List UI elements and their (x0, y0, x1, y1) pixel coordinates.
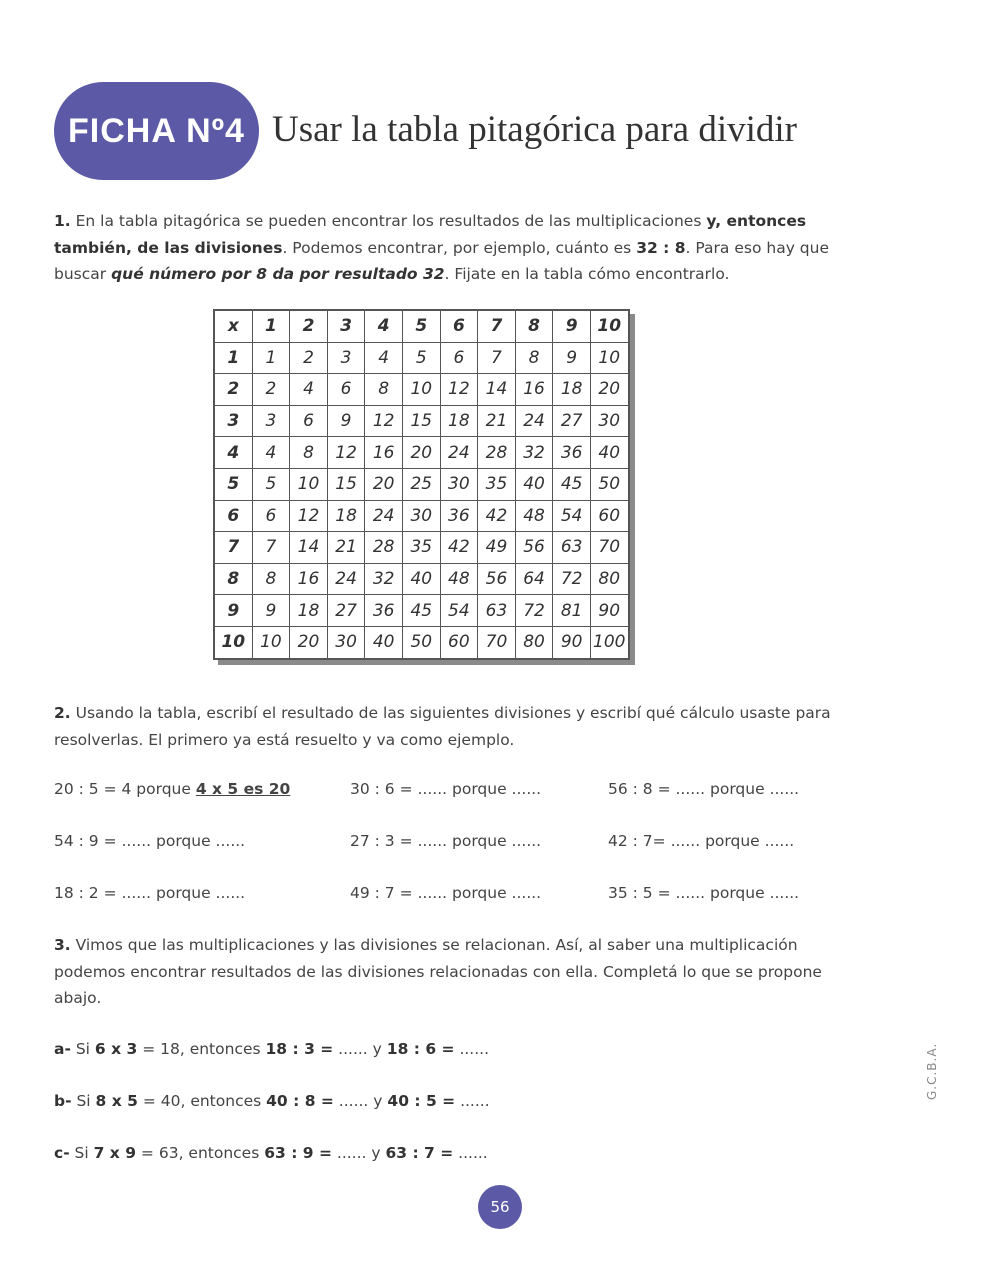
table-cell: 9 (327, 405, 365, 437)
example-answer: 4 x 5 es 20 (195, 780, 291, 798)
table-cell: 36 (440, 500, 478, 532)
table-cell: 70 (478, 626, 516, 658)
table-cell: 20 (590, 374, 628, 406)
table-header-cell: x (214, 310, 252, 342)
table-row (214, 468, 629, 500)
table-cell: 32 (365, 563, 403, 595)
table-header-cell: 7 (478, 310, 516, 342)
table-header-cell: 4 (365, 310, 403, 342)
table-cell: 90 (590, 595, 628, 627)
table-cell: 24 (515, 405, 553, 437)
table-cell: 40 (365, 626, 403, 658)
table-header-cell: 4 (214, 437, 252, 469)
table-cell: 6 (327, 374, 365, 406)
table-cell: 7 (252, 532, 290, 564)
table-header-cell: 10 (214, 626, 252, 658)
text: . Para eso hay que buscar (54, 238, 829, 283)
table-header-cell: 6 (214, 500, 252, 532)
table-cell: 48 (440, 563, 478, 595)
division-item[interactable]: 42 : 7= ...... porque ...... (608, 832, 795, 850)
table-cell: 10 (252, 626, 290, 658)
table-cell: 30 (402, 500, 440, 532)
table-cell: 72 (553, 563, 591, 595)
text: Si (71, 1092, 96, 1110)
table-cell: 27 (553, 405, 591, 437)
table-cell: 54 (440, 595, 478, 627)
table-cell: 35 (402, 532, 440, 564)
table-cell: 40 (590, 437, 628, 469)
table-cell: 18 (440, 405, 478, 437)
table-cell: 64 (515, 563, 553, 595)
text: = 18, entonces (137, 1040, 266, 1058)
division-row (0, 780, 1000, 804)
table-cell: 50 (402, 626, 440, 658)
multiplication: 6 x 3 (94, 1040, 138, 1058)
table-cell: 20 (365, 468, 403, 500)
table-cell: 16 (365, 437, 403, 469)
table-header-cell: 8 (515, 310, 553, 342)
text: Usando la tabla, escribí el resultado de las siguientes divisiones y escribí qué cálculo usaste para resolverlas. El primero ya está resuelto y va como ejemplo. (54, 704, 831, 749)
division-item[interactable]: 56 : 8 = ...... porque ...... (608, 780, 800, 798)
table-cell: 12 (365, 405, 403, 437)
division-row (0, 832, 1000, 856)
table-row (214, 342, 629, 374)
text: . Podemos encontrar, por ejemplo, cuánto es (282, 238, 637, 257)
table-cell: 30 (327, 626, 365, 658)
table-cell: 6 (290, 405, 328, 437)
table-cell: 80 (515, 626, 553, 658)
table-cell: 14 (290, 532, 328, 564)
table-cell: 40 (515, 468, 553, 500)
table-cell: 10 (590, 342, 628, 374)
table-cell: 6 (440, 342, 478, 374)
table-header-cell: 5 (214, 468, 252, 500)
table-header-cell: 8 (214, 563, 252, 595)
division: 18 : 3 = (265, 1040, 334, 1058)
division-item[interactable]: 27 : 3 = ...... porque ...... (350, 832, 542, 850)
table-cell: 12 (440, 374, 478, 406)
table-cell: 3 (327, 342, 365, 374)
table-cell: 36 (553, 437, 591, 469)
division: 40 : 8 = (266, 1092, 334, 1110)
table-row (214, 500, 629, 532)
table-row (214, 374, 629, 406)
table-header-cell: 7 (214, 532, 252, 564)
exercise-3-item-b[interactable] (54, 1092, 490, 1110)
table-header-cell: 6 (440, 310, 478, 342)
table-row (214, 310, 629, 342)
table-cell: 20 (402, 437, 440, 469)
text: = 40, entonces (137, 1092, 267, 1110)
table-cell: 27 (327, 595, 365, 627)
multiplication: 7 x 9 (93, 1144, 136, 1162)
text: = 63, entonces (136, 1144, 265, 1162)
exercise-number: 3. (54, 936, 71, 954)
text: Si (69, 1144, 94, 1162)
table-header-cell: 5 (402, 310, 440, 342)
table-cell: 63 (478, 595, 516, 627)
division: 63 : 7 = (385, 1144, 454, 1162)
blank: ...... (454, 1040, 490, 1058)
table-cell: 2 (290, 342, 328, 374)
division-item[interactable]: 54 : 9 = ...... porque ...... (54, 832, 246, 850)
table-row (214, 437, 629, 469)
table-cell: 60 (590, 500, 628, 532)
table-cell: 15 (402, 405, 440, 437)
table-cell: 72 (515, 595, 553, 627)
side-credit: G.C.B.A. (925, 1042, 939, 1100)
table-cell: 4 (252, 437, 290, 469)
division: 40 : 5 = (387, 1092, 456, 1110)
table-cell: 50 (590, 468, 628, 500)
multiplication: 8 x 5 (95, 1092, 138, 1110)
table-cell: 1 (252, 342, 290, 374)
table-cell: 28 (365, 532, 403, 564)
table-cell: 14 (478, 374, 516, 406)
table-cell: 3 (252, 405, 290, 437)
table-cell: 9 (553, 342, 591, 374)
table-cell: 8 (515, 342, 553, 374)
table-cell: 24 (365, 500, 403, 532)
table-cell: 2 (252, 374, 290, 406)
blank: ...... (455, 1092, 490, 1110)
table-cell: 25 (402, 468, 440, 500)
table-header-cell: 3 (214, 405, 252, 437)
table-cell: 12 (290, 500, 328, 532)
table-cell: 16 (290, 563, 328, 595)
exercise-3-item-a[interactable] (54, 1040, 489, 1058)
table-cell: 4 (290, 374, 328, 406)
table-cell: 5 (402, 342, 440, 374)
table-cell: 40 (402, 563, 440, 595)
table-cell: 8 (290, 437, 328, 469)
text: Si (70, 1040, 95, 1058)
table-cell: 9 (252, 595, 290, 627)
table-cell: 42 (478, 500, 516, 532)
exercise-3-text (54, 932, 844, 1012)
text: . Fijate en la tabla cómo encontrarlo. (444, 265, 730, 283)
table-cell: 35 (478, 468, 516, 500)
table-header-cell: 1 (214, 342, 252, 374)
table-cell: 56 (478, 563, 516, 595)
table-cell: 8 (252, 563, 290, 595)
table-cell: 20 (290, 626, 328, 658)
table-cell: 60 (440, 626, 478, 658)
table-row (214, 563, 629, 595)
table-cell: 90 (553, 626, 591, 658)
table-cell: 36 (365, 595, 403, 627)
table-cell: 24 (440, 437, 478, 469)
division: 18 : 6 = (386, 1040, 455, 1058)
table-cell: 63 (553, 532, 591, 564)
division-item[interactable]: 35 : 5 = ...... porque ...... (608, 884, 800, 902)
table-cell: 8 (365, 374, 403, 406)
division-item[interactable]: 30 : 6 = ...... porque ...... (350, 780, 542, 798)
bold-text: y, entonces también, de las divisiones (54, 212, 807, 257)
text: ...... y (331, 1144, 386, 1162)
ficha-label: FICHA Nº4 (68, 111, 245, 150)
table-cell: 70 (590, 532, 628, 564)
exercise-number: 1. (54, 212, 71, 230)
table-cell: 18 (327, 500, 365, 532)
table-cell: 81 (553, 595, 591, 627)
table-cell: 49 (478, 532, 516, 564)
table-cell: 80 (590, 563, 628, 595)
division-item[interactable]: 18 : 2 = ...... porque ...... (54, 884, 246, 902)
table-cell: 24 (327, 563, 365, 595)
table-cell: 21 (478, 405, 516, 437)
division-text: 20 : 5 = 4 porque (54, 780, 196, 798)
table-cell: 56 (515, 532, 553, 564)
table-header-cell: 10 (590, 310, 628, 342)
table-cell: 18 (290, 595, 328, 627)
page-title: Usar la tabla pitagórica para dividir (272, 109, 797, 150)
table-cell: 12 (327, 437, 365, 469)
table-cell: 28 (478, 437, 516, 469)
table-cell: 45 (553, 468, 591, 500)
table-header-cell: 3 (327, 310, 365, 342)
division: 63 : 9 = (264, 1144, 332, 1162)
table-cell: 6 (252, 500, 290, 532)
table-cell: 10 (290, 468, 328, 500)
page-number: 56 (478, 1185, 522, 1229)
exercise-3-item-c[interactable] (54, 1144, 488, 1162)
table-header-cell: 2 (214, 374, 252, 406)
table-header-cell: 9 (214, 595, 252, 627)
table-header-cell: 9 (553, 310, 591, 342)
text: ...... y (333, 1040, 387, 1058)
table-cell: 30 (440, 468, 478, 500)
table-row (214, 532, 629, 564)
blank: ...... (453, 1144, 488, 1162)
table-cell: 100 (590, 626, 628, 658)
table-cell: 10 (402, 374, 440, 406)
table-cell: 21 (327, 532, 365, 564)
table-cell: 48 (515, 500, 553, 532)
table-cell: 5 (252, 468, 290, 500)
table-row (214, 626, 629, 658)
text: Vimos que las multiplicaciones y las divisiones se relacionan. Así, al saber una multiplicación podemos encontrar resultados de las divisiones relacionadas con ella. Completá lo que se propone abajo. (54, 936, 822, 1007)
text: En la tabla pitagórica se pueden encontrar los resultados de las multiplicaciones (70, 212, 707, 230)
table-cell: 7 (478, 342, 516, 374)
item-label: c- (54, 1144, 70, 1162)
division-item (54, 780, 290, 798)
table-header-cell: 1 (252, 310, 290, 342)
table-cell: 30 (590, 405, 628, 437)
pythagorean-table (213, 309, 630, 660)
table-cell: 42 (440, 532, 478, 564)
table-cell: 4 (365, 342, 403, 374)
division-row (0, 884, 1000, 908)
table-cell: 16 (515, 374, 553, 406)
table-cell: 15 (327, 468, 365, 500)
table-row (214, 405, 629, 437)
exercise-1-text (54, 208, 844, 288)
item-label: a- (54, 1040, 71, 1058)
table-header-cell: 2 (290, 310, 328, 342)
item-label: b- (54, 1092, 72, 1110)
exercise-2-text (54, 700, 844, 753)
multiplication-table (213, 309, 630, 660)
bold-text: 32 : 8 (636, 238, 686, 257)
table-cell: 54 (553, 500, 591, 532)
table-row (214, 595, 629, 627)
table-cell: 18 (553, 374, 591, 406)
text: ...... y (333, 1092, 388, 1110)
table-cell: 45 (402, 595, 440, 627)
exercise-number: 2. (54, 704, 71, 722)
table-cell: 32 (515, 437, 553, 469)
ficha-badge (54, 82, 259, 180)
bold-italic-text: qué número por 8 da por resultado 32 (111, 265, 445, 283)
division-item[interactable]: 49 : 7 = ...... porque ...... (350, 884, 542, 902)
